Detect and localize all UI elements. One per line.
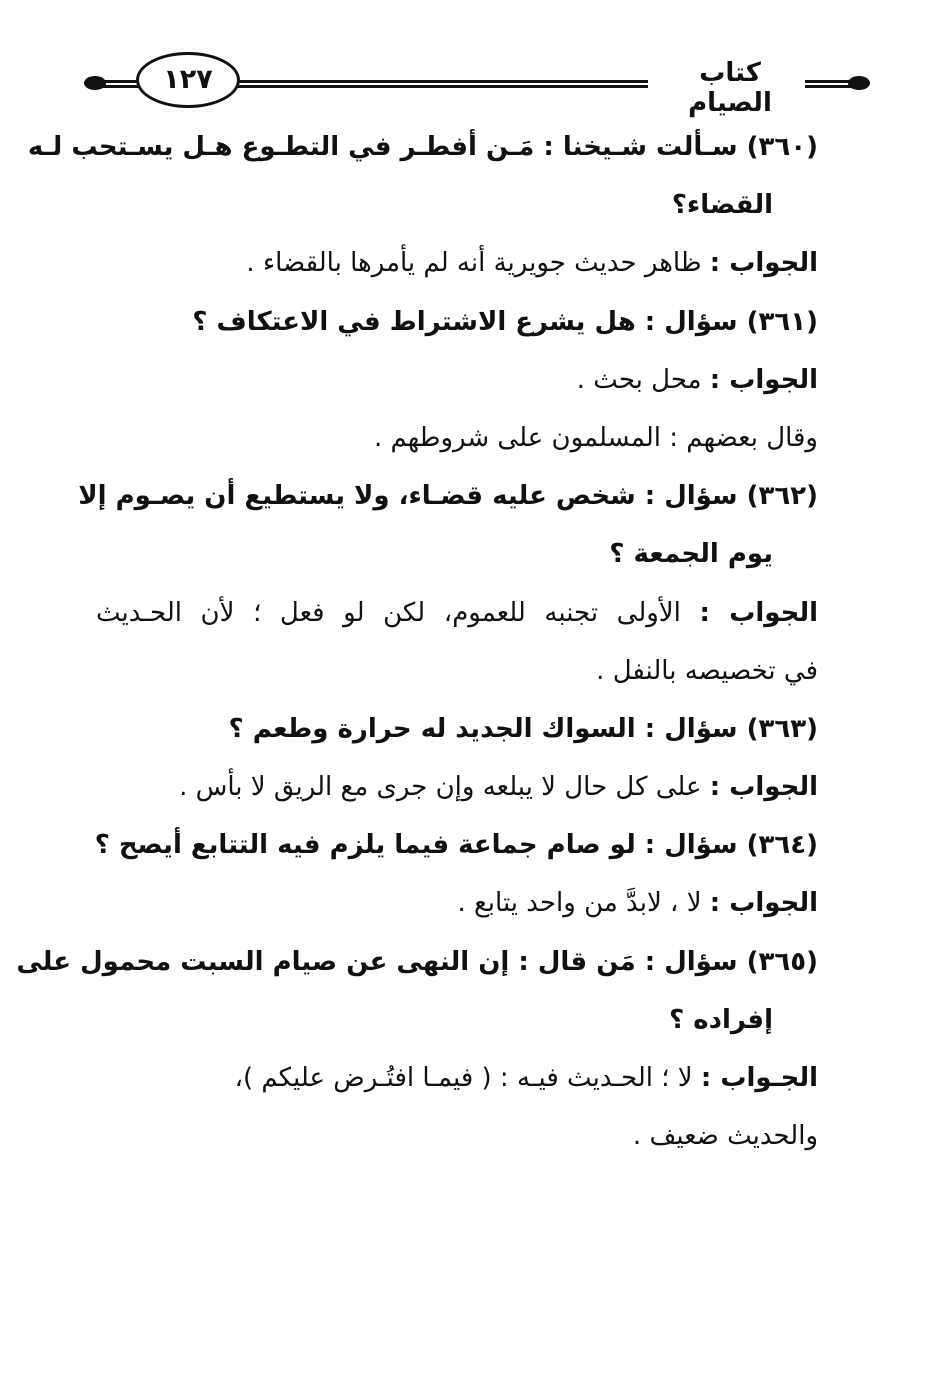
book-title: كتاب الصيام <box>688 58 772 118</box>
answer-363-text: على كل حال لا يبلعه وإن جرى مع الريق لا بأس . <box>179 772 702 803</box>
answer-362 <box>96 584 818 642</box>
question-364: (٣٦٤) سؤال : لو صام جماعة فيما يلزم فيه التتابع أيصح ؟ <box>94 830 818 861</box>
answer-362-line-2: في تخصيصه بالنفل . <box>596 655 818 686</box>
answer-360 <box>96 234 818 292</box>
question-360-line-1: (٣٦٠) سـألت شـيخنا : مَـن أفطـر في التطـوع هـل يسـتحب لـه <box>27 132 818 162</box>
answer-362-text-1: الأولى تجنبه للعموم، لكن لو فعل ؛ لأن الحـديث <box>96 597 681 628</box>
answer-364-text: لا ، لابدَّ من واحد يتابع . <box>457 888 702 919</box>
answer-365-text-1: لا ؛ الحـديث فيـه : ( فيمـا افتُـرض عليكم )، <box>234 1063 693 1093</box>
header-ornament-left <box>84 76 106 90</box>
answer-364 <box>96 874 818 932</box>
answer-363 <box>96 758 818 816</box>
question-365-line-1: (٣٦٥) سؤال : مَن قال : إن النهى عن صيام السبت محمول على <box>16 946 818 977</box>
page-number: ١٢٧ <box>136 52 240 108</box>
answer-label: الجواب : <box>699 597 819 628</box>
header-ornament-right <box>848 76 870 90</box>
question-362-line-1: (٣٦٢) سؤال : شخص عليه قضـاء، ولا يستطيع أن يصـوم إلا <box>78 481 818 512</box>
question-365-line-2: إفراده ؟ <box>669 1004 773 1035</box>
answer-360-text: ظاهر حديث جويرية أنه لم يأمرها بالقضاء . <box>246 248 702 279</box>
answer-361-extra: وقال بعضهم : المسلمون على شروطهم . <box>373 422 818 453</box>
page-header <box>80 50 870 118</box>
answer-361 <box>96 351 818 409</box>
answer-365-line-2: والحديث ضعيف . <box>632 1121 818 1152</box>
page-content <box>16 118 819 1165</box>
question-361: (٣٦١) سؤال : هل يشرع الاشتراط في الاعتكاف ؟ <box>192 306 818 337</box>
answer-365 <box>96 1049 818 1107</box>
answer-label: الجواب : <box>709 888 818 919</box>
question-362-line-2: يوم الجمعة ؟ <box>609 539 773 570</box>
answer-361-text: محل بحث . <box>576 364 702 395</box>
question-363: (٣٦٣) سؤال : السواك الجديد له حرارة وطعم ؟ <box>228 713 818 744</box>
question-360-line-2: القضاء؟ <box>671 190 773 221</box>
answer-label: الجواب : <box>709 772 818 803</box>
answer-label: الجواب : <box>709 364 818 395</box>
answer-label: الجواب : <box>709 248 818 279</box>
answer-label: الجـواب : <box>700 1063 818 1093</box>
